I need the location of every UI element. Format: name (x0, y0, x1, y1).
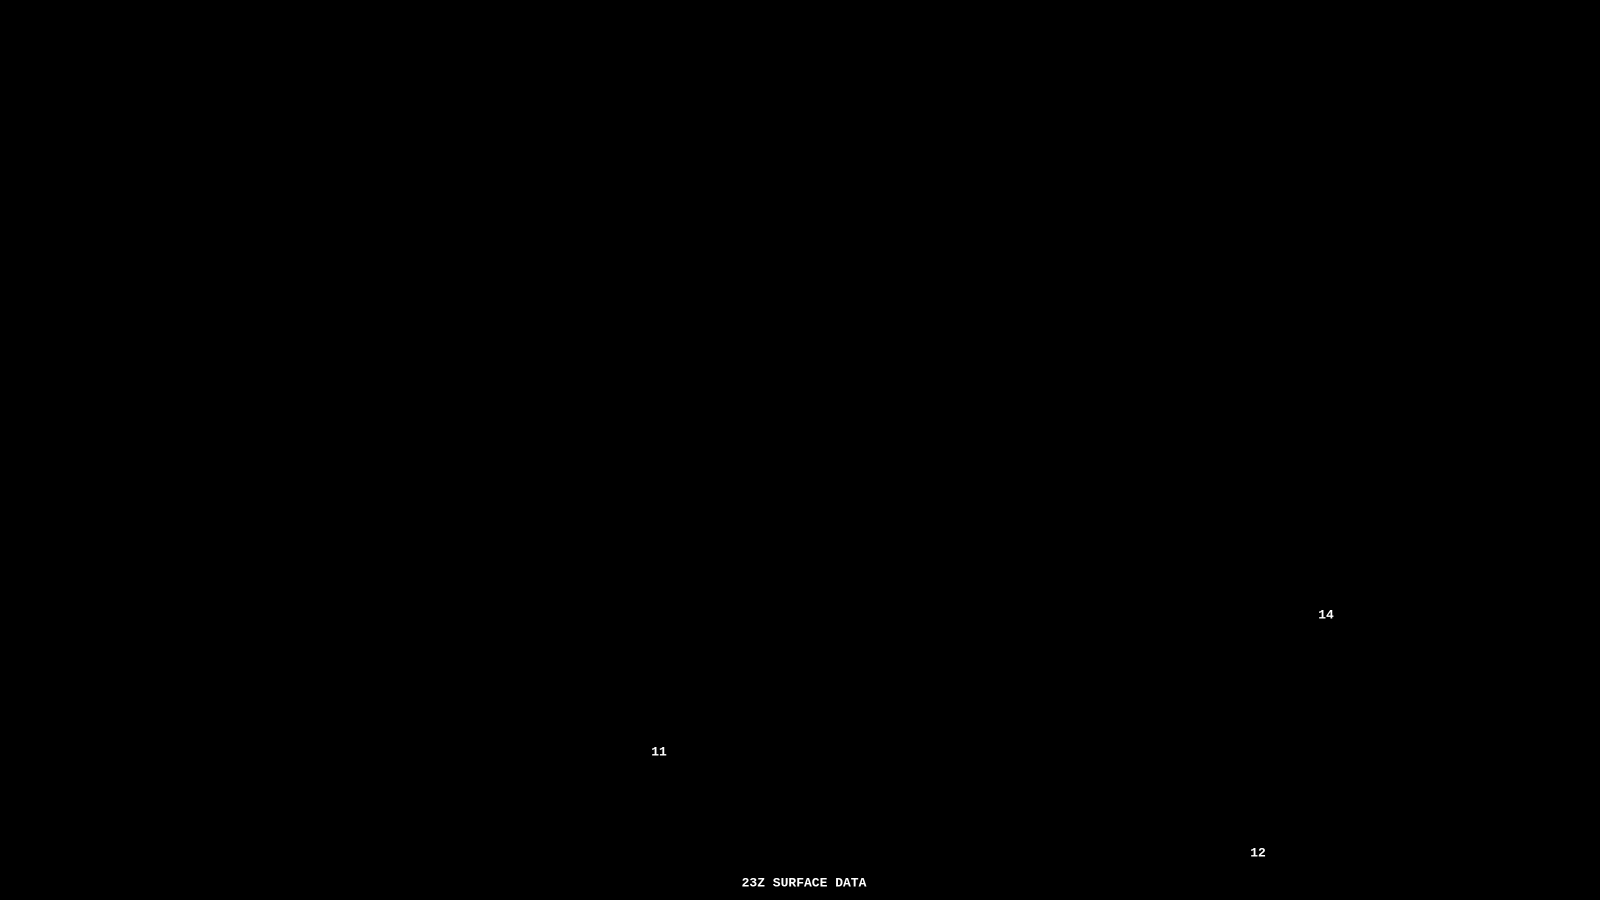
station-value: 12 (1250, 845, 1266, 861)
data-source-label: 23Z SURFACE DATA (741, 875, 867, 891)
station-value: 14 (1318, 607, 1334, 623)
station-value: 11 (651, 744, 667, 760)
